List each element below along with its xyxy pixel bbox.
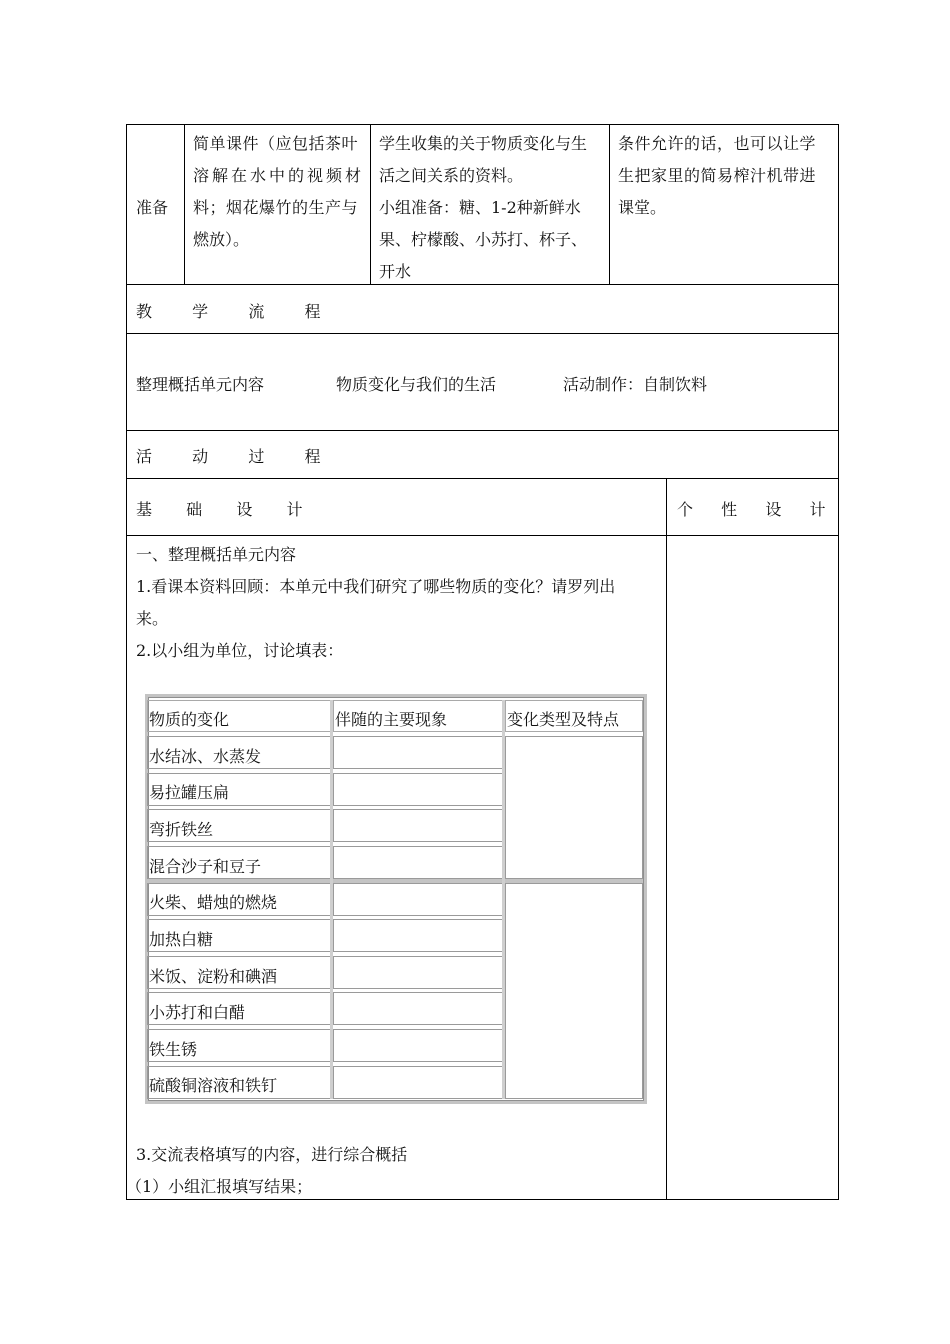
content-item2: 2.以小组为单位，讨论填表： <box>136 641 344 660</box>
content-heading: 一、整理概括单元内容 <box>136 545 297 564</box>
inner-table <box>145 694 647 1104</box>
type-cell-group2 <box>505 883 643 1099</box>
inner-header-material: 物质的变化 <box>149 710 230 729</box>
outer-border-left <box>126 124 127 1200</box>
row-phenomenon-cell <box>333 1029 503 1062</box>
row-name: 硫酸铜溶液和铁钉 <box>149 1076 278 1095</box>
prep-teacher-line: 溶解在水中的视频材 <box>193 166 365 185</box>
prep-teacher-line: 燃放）。 <box>193 230 250 249</box>
row-phenomenon-cell <box>333 809 503 842</box>
row-divider-1 <box>126 284 839 285</box>
row-divider-3 <box>126 430 839 431</box>
flow-item: 整理概括单元内容 <box>136 375 265 394</box>
row-name: 铁生锈 <box>149 1040 198 1059</box>
prep-note-line: 条件允许的话，也可以让学 <box>618 134 817 153</box>
flow-item: 活动制作：自制饮料 <box>563 375 708 394</box>
row-name: 火柴、蜡烛的燃烧 <box>149 893 278 912</box>
activity-title: 活 动 过 程 <box>136 447 331 466</box>
content-item1-line2: 来。 <box>136 609 169 628</box>
prep-teacher-line: 简单课件（应包括茶叶 <box>193 134 359 153</box>
flow-item: 物质变化与我们的生活 <box>336 375 497 394</box>
personal-design-header: 个 性 设 计 <box>677 500 832 519</box>
prep-divider-2 <box>370 124 371 285</box>
content-item3: 3.交流表格填写的内容，进行综合概括 <box>136 1145 408 1164</box>
row-divider-4 <box>126 478 839 479</box>
content-item1-line1: 1.看课本资料回顾：本单元中我们研究了哪些物质的变化？请罗列出 <box>136 577 616 596</box>
row-divider-2 <box>126 333 839 334</box>
row-phenomenon-cell <box>333 956 503 989</box>
row-phenomenon-cell <box>333 992 503 1025</box>
column-separator <box>330 700 333 1099</box>
content-item3-sub1: （1）小组汇报填写结果； <box>126 1177 313 1196</box>
row-name: 小苏打和白醋 <box>149 1003 246 1022</box>
inner-header-type: 变化类型及特点 <box>507 710 620 729</box>
row-name: 弯折铁丝 <box>149 820 214 839</box>
row-phenomenon-cell <box>333 883 503 916</box>
prep-divider-3 <box>609 124 610 285</box>
prep-student-line: 学生收集的关于物质变化与生 <box>379 134 588 153</box>
row-name: 米饭、淀粉和碘酒 <box>149 967 278 986</box>
row-name: 混合沙子和豆子 <box>149 857 262 876</box>
row-name: 加热白糖 <box>149 930 214 949</box>
outer-border-right <box>838 124 839 1200</box>
prep-teacher-line: 料；烟花爆竹的生产与 <box>193 198 359 217</box>
row-name: 水结冰、水蒸发 <box>149 747 262 766</box>
basic-design-header: 基 础 设 计 <box>136 500 311 519</box>
prep-student-line: 小组准备：糖、1-2种新鲜水 <box>379 198 581 217</box>
inner-header-phenomenon: 伴随的主要现象 <box>335 710 448 729</box>
teaching-flow-title: 教 学 流 程 <box>136 302 331 321</box>
column-separator <box>502 700 505 1099</box>
prep-label: 准备 <box>136 198 169 217</box>
outer-border-top <box>126 124 839 125</box>
row-divider-5 <box>126 535 839 536</box>
row-name: 易拉罐压扁 <box>149 783 230 802</box>
prep-note-line: 生把家里的简易榨汁机带进 <box>618 166 817 185</box>
prep-note-line: 课堂。 <box>618 198 667 217</box>
type-cell-group1 <box>505 736 643 879</box>
design-divider <box>666 478 667 1200</box>
row-phenomenon-cell <box>333 846 503 879</box>
row-phenomenon-cell <box>333 773 503 806</box>
row-phenomenon-cell <box>333 919 503 952</box>
prep-student-line: 果、柠檬酸、小苏打、杯子、 <box>379 230 588 249</box>
prep-student-line: 活之间关系的资料。 <box>379 166 524 185</box>
row-phenomenon-cell <box>333 736 503 769</box>
row-phenomenon-cell <box>333 1066 503 1099</box>
prep-student-line: 开水 <box>379 262 412 281</box>
prep-divider-1 <box>184 124 185 285</box>
